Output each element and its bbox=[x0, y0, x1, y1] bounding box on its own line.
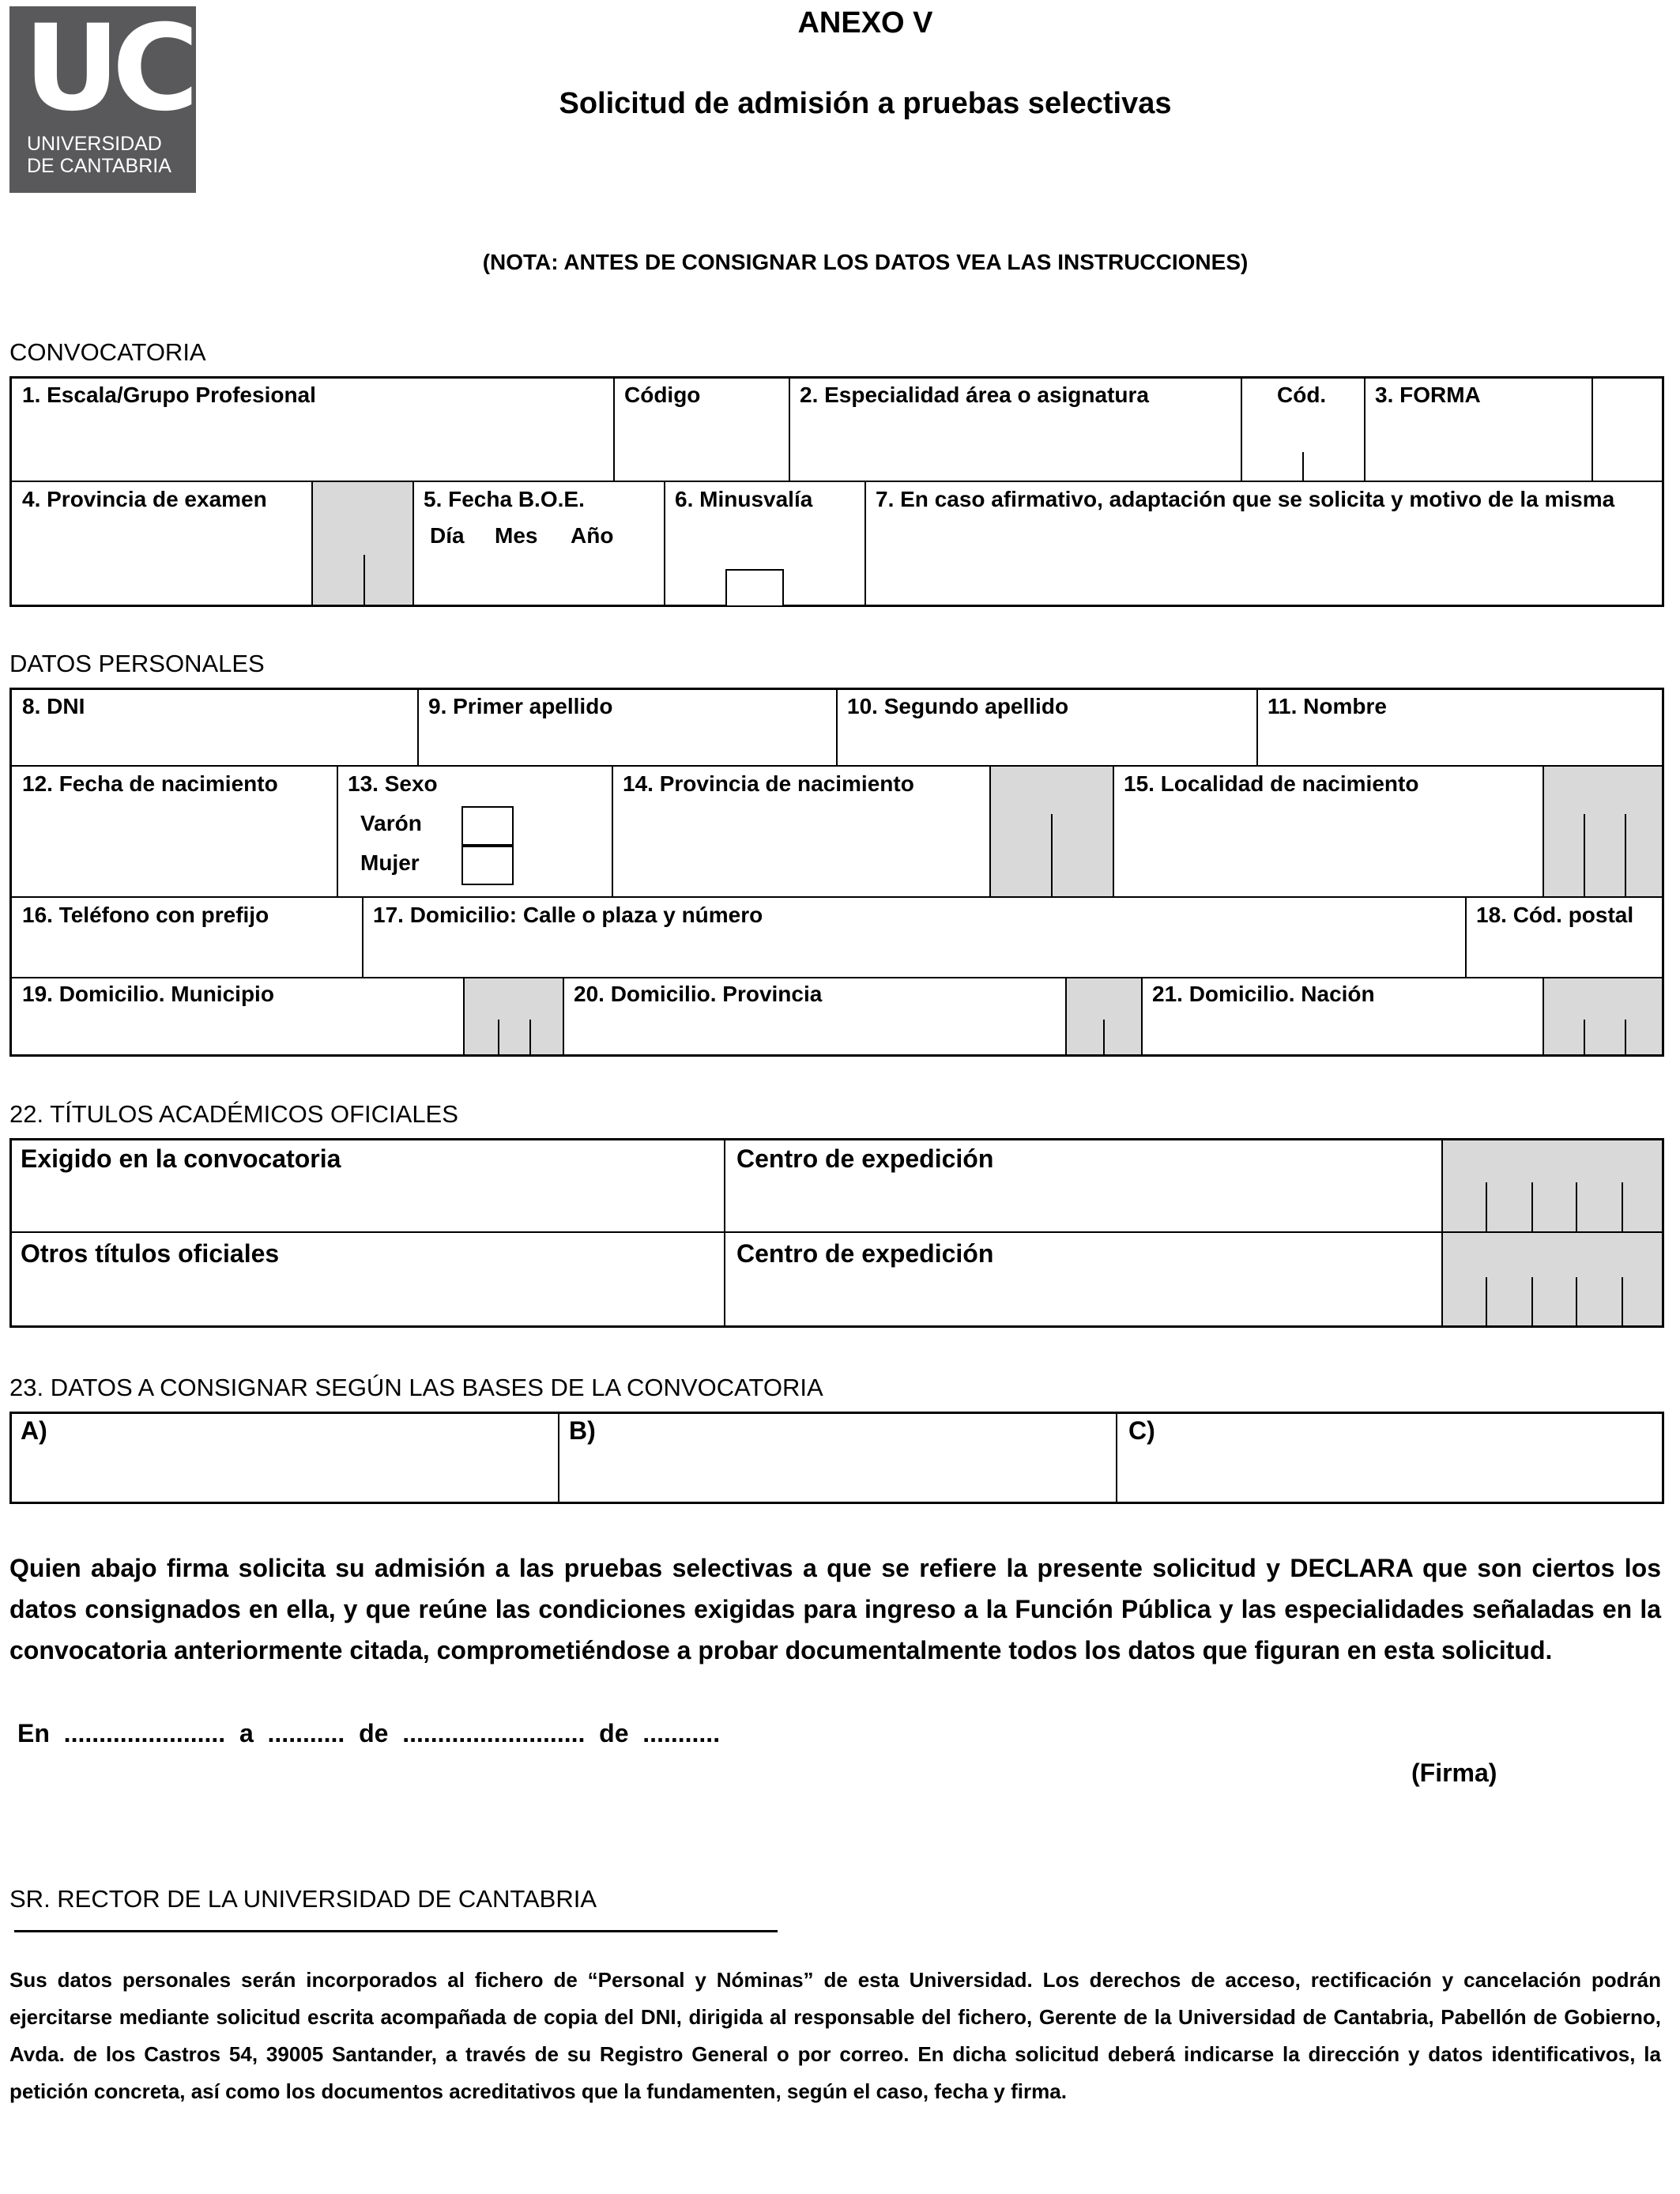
sexo-mujer-checkbox[interactable] bbox=[461, 846, 514, 885]
section-bases-heading: 23. DATOS A CONSIGNAR SEGÚN LAS BASES DE LA CONVOCATORIA bbox=[9, 1374, 823, 1401]
field-titulo-exigido: Exigido en la convocatoria bbox=[21, 1144, 341, 1173]
field-minusvalia: 6. Minusvalía bbox=[675, 487, 813, 511]
field-forma: 3. FORMA bbox=[1375, 383, 1481, 407]
field-primer-apellido: 9. Primer apellido bbox=[428, 694, 613, 718]
field-telefono: 16. Teléfono con prefijo bbox=[22, 903, 269, 927]
section-datos-personales-heading: DATOS PERSONALES bbox=[9, 650, 265, 677]
document-title: ANEXO V bbox=[797, 6, 933, 40]
provincia-code-cells bbox=[311, 482, 412, 605]
fecha-mes-label: Mes bbox=[495, 523, 538, 548]
field-centro-expedicion-1: Centro de expedición bbox=[736, 1144, 994, 1173]
fecha-anio-label: Año bbox=[571, 523, 614, 548]
field-codigo-postal: 18. Cód. postal bbox=[1476, 903, 1634, 927]
field-segundo-apellido: 10. Segundo apellido bbox=[847, 694, 1069, 718]
field-localidad-nacimiento: 15. Localidad de nacimiento bbox=[1124, 771, 1419, 796]
field-especialidad: 2. Especialidad área o asignatura bbox=[800, 383, 1149, 407]
nacion-code-cells bbox=[1543, 978, 1663, 1056]
localidad-nacimiento-code-cells bbox=[1543, 767, 1663, 896]
section-convocatoria-heading: CONVOCATORIA bbox=[9, 338, 206, 366]
field-cod: Cód. bbox=[1277, 383, 1327, 407]
field-codigo: Código bbox=[624, 383, 701, 407]
titulos-code-cells bbox=[1441, 1140, 1663, 1326]
field-provincia-examen: 4. Provincia de examen bbox=[22, 487, 267, 511]
instructions-note: (NOTA: ANTES DE CONSIGNAR LOS DATOS VEA LAS INSTRUCCIONES) bbox=[482, 250, 1249, 274]
field-base-c: C) bbox=[1128, 1416, 1155, 1445]
place-date-line: En ....................... a ........... de .......................... de ........... bbox=[17, 1719, 721, 1747]
field-domicilio-provincia: 20. Domicilio. Provincia bbox=[574, 982, 823, 1006]
field-provincia-nacimiento: 14. Provincia de nacimiento bbox=[623, 771, 914, 796]
field-escala-grupo: 1. Escala/Grupo Profesional bbox=[22, 383, 316, 407]
field-adaptacion: 7. En caso afirmativo, adaptación que se solicita y motivo de la misma bbox=[876, 487, 1615, 511]
footer-divider bbox=[14, 1930, 778, 1932]
signature-label: (Firma) bbox=[1411, 1759, 1497, 1787]
field-domicilio-municipio: 19. Domicilio. Municipio bbox=[22, 982, 274, 1006]
section-titulos-heading: 22. TÍTULOS ACADÉMICOS OFICIALES bbox=[9, 1100, 458, 1128]
field-dni: 8. DNI bbox=[22, 694, 85, 718]
addressee: SR. RECTOR DE LA UNIVERSIDAD DE CANTABRIA bbox=[9, 1885, 597, 1913]
municipio-code-cells bbox=[463, 978, 563, 1056]
sexo-varon-checkbox[interactable] bbox=[461, 806, 514, 846]
declaration-paragraph: Quien abajo firma solicita su admisión a las pruebas selectivas a que se refiere la presente solicitud y DECLARA que son ciertos los datos consignados en ella, y que reúne las condiciones exigidas para ingreso a la Función Pública y las especialidades señaladas en la convocatoria anteriormente citada, comprometiéndose a probar documentalmente todos los datos que figuran en esta solicitud. bbox=[9, 1554, 1661, 1664]
field-fecha-nacimiento: 12. Fecha de nacimiento bbox=[22, 771, 278, 796]
document-subtitle: Solicitud de admisión a pruebas selectivas bbox=[559, 87, 1172, 120]
privacy-notice: Sus datos personales serán incorporados al fichero de “Personal y Nóminas” de esta Universidad. Los derechos de acceso, rectificación y cancelación podrán ejercitarse mediante solicitud escrita acompañada de copia del DNI, dirigida al responsable del fichero, Gerente de la Universidad de Cantabria, Pabellón de Gobierno, Avda. de los Castros 54, 39005 Santander, a través de su Registro General o por correo. En dicha solicitud deberá indicarse la dirección y datos identificativos, la petición concreta, así como los documentos acreditativos que la fundamenten, según el caso, fecha y firma. bbox=[9, 1968, 1661, 2103]
field-domicilio-calle: 17. Domicilio: Calle o plaza y número bbox=[373, 903, 763, 927]
logo-letters: UC bbox=[24, 0, 191, 138]
field-domicilio-nacion: 21. Domicilio. Nación bbox=[1152, 982, 1375, 1006]
sexo-mujer-label: Mujer bbox=[360, 850, 420, 875]
field-base-b: B) bbox=[569, 1416, 596, 1445]
field-fecha-boe: 5. Fecha B.O.E. bbox=[424, 487, 585, 511]
field-nombre: 11. Nombre bbox=[1268, 694, 1387, 718]
minusvalia-checkbox[interactable] bbox=[725, 569, 784, 607]
field-otros-titulos: Otros títulos oficiales bbox=[21, 1239, 280, 1268]
logo-line-1: UNIVERSIDAD bbox=[27, 133, 162, 155]
fecha-dia-label: Día bbox=[430, 523, 465, 548]
field-sexo: 13. Sexo bbox=[348, 771, 438, 796]
logo-line-2: DE CANTABRIA bbox=[27, 155, 171, 177]
sexo-varon-label: Varón bbox=[360, 811, 422, 835]
field-centro-expedicion-2: Centro de expedición bbox=[736, 1239, 994, 1268]
field-base-a: A) bbox=[21, 1416, 47, 1445]
